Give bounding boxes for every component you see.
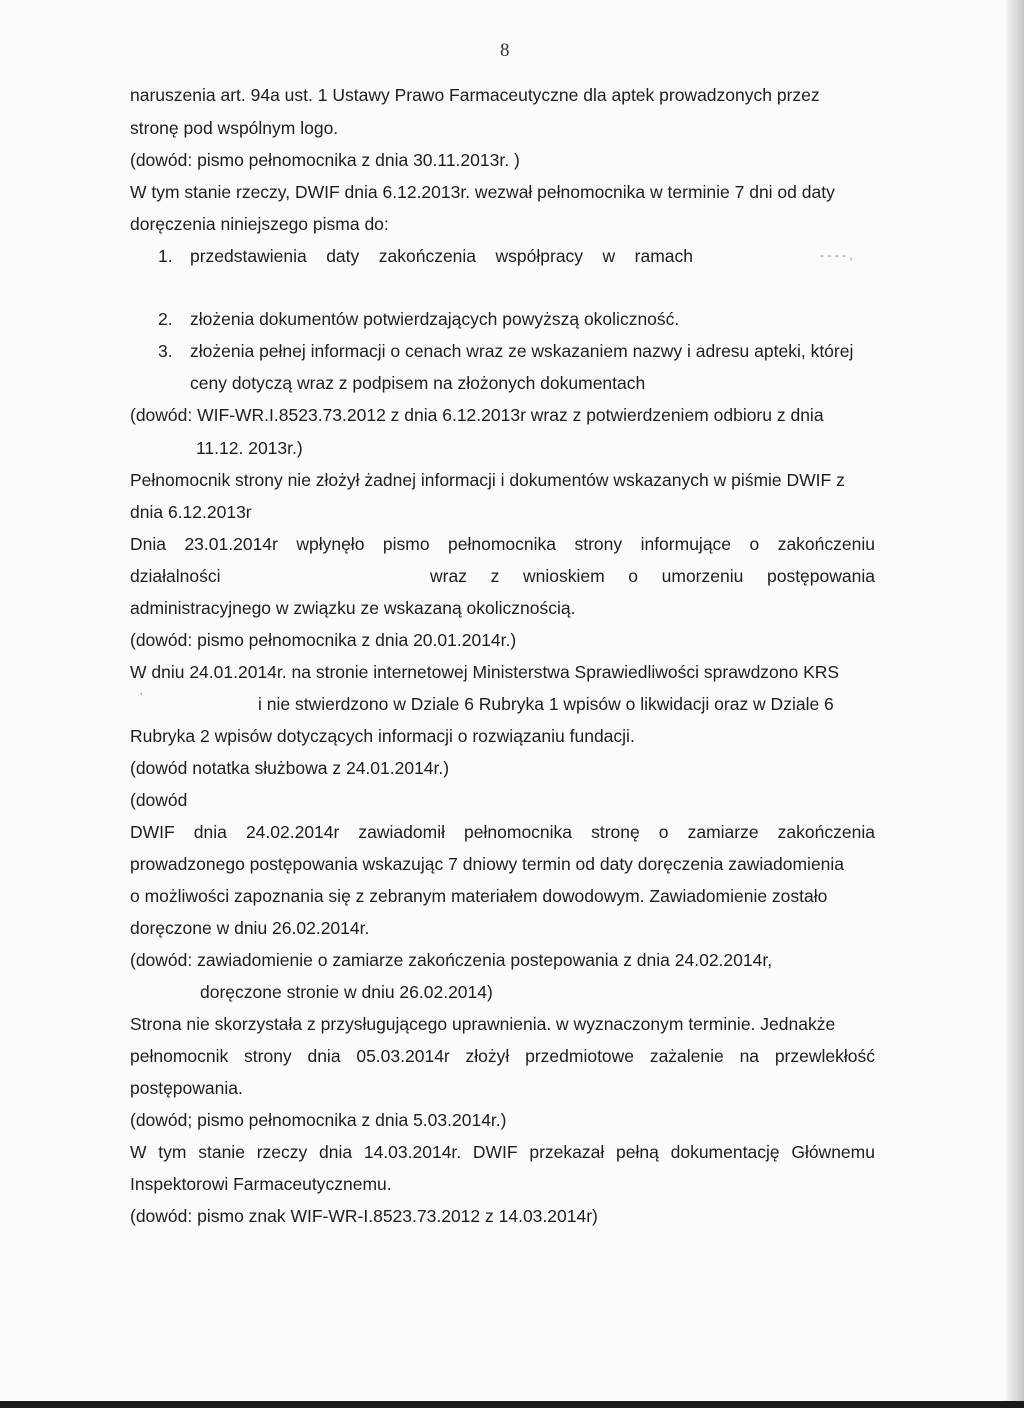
word: w [602, 246, 616, 266]
word: tym [158, 1142, 187, 1162]
text-line: naruszenia art. 94a ust. 1 Ustawy Prawo Farmaceutyczne dla aptek prowadzonych przez [130, 85, 820, 105]
word: zakończenia [378, 246, 477, 266]
evidence-line: doręczone stronie w dniu 26.02.2014) [200, 982, 493, 1002]
word: umorzeniu [661, 566, 744, 586]
word: 24.02.2014r [245, 822, 340, 842]
word: stronę [591, 822, 640, 842]
word: dnia [307, 1046, 341, 1066]
word: przedmiotowe [525, 1046, 635, 1066]
text-line [430, 565, 875, 587]
word: pełnomocnika [464, 822, 573, 842]
evidence-line: (dowód: pismo pełnomocnika z dnia 30.11.2013r. ) [130, 150, 520, 170]
text-line: i nie stwierdzono w Dziale 6 Rubryka 1 wpisów o likwidacji oraz w Dziale 6 [258, 694, 834, 714]
word: pełnomocnika [448, 534, 557, 554]
text-line [130, 1141, 875, 1163]
word: 23.01.2014r [184, 534, 278, 554]
list-item-text: złożenia pełnej informacji o cenach wraz ze wskazaniem nazwy i adresu apteki, której [190, 341, 854, 361]
list-number: 3. [158, 341, 173, 361]
word: z [490, 566, 500, 586]
text-line [130, 1045, 875, 1067]
text-line [130, 533, 875, 555]
list-item-text: ceny dotyczą wraz z podpisem na złożonych dokumentach [190, 373, 646, 393]
word: strony [574, 534, 623, 554]
evidence-line: (dowód [130, 790, 188, 810]
word: o [658, 822, 669, 842]
evidence-line: (dowód: zawiadomienie o zamiarze zakończenia postepowania z dnia 24.02.2014r, [130, 950, 773, 970]
word: wraz [430, 566, 467, 586]
evidence-line: (dowód: pismo znak WIF-WR-I.8523.73.2012 z 14.03.2014r) [130, 1206, 598, 1226]
text-line: administracyjnego w związku ze wskazaną okolicznością. [130, 598, 576, 618]
word: pismo [382, 534, 430, 554]
text-line [130, 821, 875, 843]
text-line: Inspektorowi Farmaceutycznemu. [130, 1174, 392, 1194]
word: stanie [198, 1142, 245, 1162]
text-line: Pełnomocnik strony nie złożył żadnej informacji i dokumentów wskazanych w piśmie DWIF z [130, 470, 845, 490]
word: przekazał [529, 1142, 605, 1162]
word: DWIF [130, 822, 175, 842]
justified-line [130, 821, 875, 843]
evidence-line: (dowód notatka służbowa z 24.01.2014r.) [130, 758, 450, 778]
evidence-line: (dowód: WIF-WR.I.8523.73.2012 z dnia 6.12.2013r wraz z potwierdzeniem odbioru z dnia [130, 405, 824, 425]
text-line: doręczone w dniu 26.02.2014r. [130, 918, 370, 938]
word: zażalenie [649, 1046, 724, 1066]
scan-mark: - - - - , [820, 248, 853, 262]
word: wpłynęło [296, 534, 365, 554]
list-number: 1. [158, 246, 173, 266]
evidence-line: (dowód: pismo pełnomocnika z dnia 20.01.2014r.) [130, 630, 517, 650]
text-line: postępowania. [130, 1078, 243, 1098]
word: ramach [634, 246, 693, 266]
list-item-text [190, 245, 693, 267]
word: przedstawienia [190, 246, 307, 266]
word: daty [326, 246, 360, 266]
word: na [739, 1046, 760, 1066]
word: DWIF [472, 1142, 518, 1162]
word: o [628, 566, 639, 586]
word: dokumentację [670, 1142, 780, 1162]
page-bottom-border [0, 1401, 1024, 1408]
word: o [749, 534, 760, 554]
text-line: Strona nie skorzystała z przysługującego uprawnienia. w wyznaczonym terminie. Jednakże [130, 1014, 836, 1034]
text-line: prowadzonego postępowania wskazując 7 dniowy termin od daty doręczenia zawiadomienia [130, 854, 845, 874]
word: rzeczy [256, 1142, 308, 1162]
word: przewlekłość [774, 1046, 875, 1066]
list-number: 2. [158, 309, 173, 329]
word: Głównemu [791, 1142, 875, 1162]
word: współpracy [495, 246, 584, 266]
word: W [130, 1142, 147, 1162]
word: postępowania [766, 566, 875, 586]
justified-line [130, 1045, 875, 1067]
page-edge-shadow [1006, 0, 1024, 1408]
text-line: W dniu 24.01.2014r. na stronie internetowej Ministerstwa Sprawiedliwości sprawdzono KRS [130, 662, 840, 682]
word: złożył [465, 1046, 510, 1066]
evidence-line: 11.12. 2013r.) [196, 438, 303, 458]
justified-line [190, 245, 693, 267]
word: 14.03.2014r. [363, 1142, 462, 1162]
page-number: 8 [500, 40, 510, 61]
scan-mark: ' [140, 690, 143, 704]
text-line: W tym stanie rzeczy, DWIF dnia 6.12.2013r. wezwał pełnomocnika w terminie 7 dni od daty [130, 182, 835, 202]
word: pełną [616, 1142, 659, 1162]
word: zakończeniu [777, 534, 875, 554]
word: zamiarze [687, 822, 759, 842]
word: zakończenia [777, 822, 875, 842]
word: informujące [640, 534, 732, 554]
justified-line [430, 565, 875, 587]
word: 05.03.2014r [356, 1046, 450, 1066]
text-line: o możliwości zapoznania się z zebranym materiałem dowodowym. Zawiadomienie zostało [130, 886, 828, 906]
evidence-line: (dowód; pismo pełnomocnika z dnia 5.03.2014r.) [130, 1110, 507, 1130]
word: strony [244, 1046, 292, 1066]
justified-line [130, 1141, 875, 1163]
justified-line [130, 533, 875, 555]
text-line: Rubryka 2 wpisów dotyczących informacji o rozwiązaniu fundacji. [130, 726, 635, 746]
word: zawiadomił [358, 822, 445, 842]
word: wnioskiem [522, 566, 605, 586]
text-line: doręczenia niniejszego pisma do: [130, 214, 389, 234]
word: Dnia [130, 534, 166, 554]
word: pełnomocnik [130, 1046, 229, 1066]
word: dnia [319, 1142, 353, 1162]
word: dnia [193, 822, 227, 842]
text-line: stronę pod wspólnym logo. [130, 118, 339, 138]
text-line: dnia 6.12.2013r [130, 502, 252, 522]
text-line: działalności [130, 566, 221, 586]
list-item-text: złożenia dokumentów potwierdzających powyższą okoliczność. [190, 309, 680, 329]
